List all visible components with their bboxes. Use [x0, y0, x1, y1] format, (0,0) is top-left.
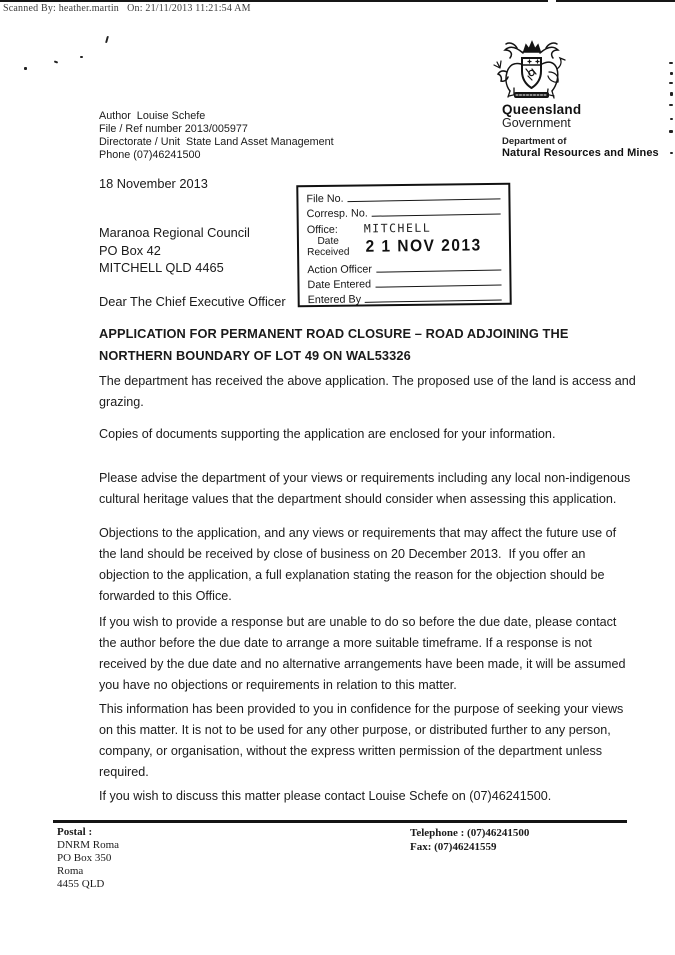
body-paragraph: Copies of documents supporting the application are enclosed for your information.	[99, 427, 556, 441]
scan-noise	[670, 92, 673, 96]
date-received-stamp-value: 2 1 NOV 2013	[365, 235, 482, 256]
entered-by-fill-line	[365, 289, 502, 302]
scan-noise	[669, 62, 673, 64]
entered-by-label: Entered By	[307, 293, 362, 307]
file-no-row	[306, 189, 502, 205]
scan-edge-line	[0, 0, 675, 2]
body-paragraph: Please advise the department of your views or requirements including any local non-indigenous cultural heritage values that the department should consider when assessing this application.	[99, 471, 634, 506]
scan-noise	[670, 72, 673, 75]
author-line: Author Louise Schefe	[99, 110, 206, 122]
footer-contact-block	[410, 826, 529, 854]
recipient-line: PO Box 42	[99, 242, 161, 258]
scan-noise	[669, 104, 673, 106]
directorate-line: Directorate / Unit State Land Asset Management	[99, 136, 334, 148]
postal-line: 4455 QLD	[57, 878, 105, 890]
letter-date: 18 November 2013	[99, 176, 208, 191]
footer-fax: Fax: (07)46241559	[410, 841, 497, 853]
office-stamp-value: MITCHELL	[363, 220, 432, 236]
footer-telephone: Telephone : (07)46241500	[410, 827, 530, 839]
date-received-row	[307, 235, 503, 258]
logo-government-label: Government	[502, 116, 571, 130]
body-paragraph: Objections to the application, and any views or requirements that may affect the future use of the land should be received by close of business on 20 December 2013. If you offer an objection to the application, a full explanation stating the reason for the objection should be forwarded to this Office.	[99, 526, 620, 603]
scan-noise	[105, 36, 109, 43]
scan-noise	[670, 118, 673, 120]
scan-noise	[670, 152, 673, 154]
action-officer-fill-line	[376, 259, 502, 272]
logo-department-of-label: Department of	[502, 136, 567, 147]
scan-noise	[24, 67, 27, 70]
postal-line: DNRM Roma	[57, 839, 120, 851]
file-no-fill-line	[348, 188, 501, 202]
date-received-label-line1: Date	[317, 235, 340, 248]
file-no-label: File No.	[306, 192, 344, 206]
postal-line: Roma	[57, 865, 84, 877]
phone-line: Phone (07)46241500	[99, 149, 201, 161]
file-ref-line: File / Ref number 2013/005977	[99, 123, 248, 135]
scan-noise	[669, 82, 673, 84]
entered-by-row	[308, 290, 504, 306]
scan-edge-line-gap	[548, 0, 556, 2]
body-paragraph: The department has received the above application. The proposed use of the land is access and grazing.	[99, 374, 640, 409]
corresp-no-label: Corresp. No.	[306, 207, 368, 221]
footer-rule	[53, 820, 627, 823]
date-entered-label: Date Entered	[307, 278, 372, 292]
received-stamp-box	[296, 183, 511, 308]
date-entered-row	[307, 275, 503, 291]
scan-noise	[669, 130, 673, 133]
subject-heading: APPLICATION FOR PERMANENT ROAD CLOSURE – ROAD ADJOINING THE NORTHERN BOUNDARY OF LOT 49 ON WAL53326	[99, 326, 573, 363]
postal-line: PO Box 350	[57, 852, 112, 864]
date-received-label-line2: Received	[307, 246, 350, 258]
date-entered-fill-line	[375, 274, 502, 287]
recipient-address	[99, 224, 250, 277]
body-paragraph: This information has been provided to you in confidence for the purpose of seeking your views on this matter. It is not to be used for any other purpose, or distributed further to any person, company, or organisation, without the express written permission of the department unless required.	[99, 702, 627, 779]
recipient-line: MITCHELL QLD 4465	[99, 260, 224, 275]
scan-noise	[80, 56, 83, 58]
body-paragraph: If you wish to discuss this matter please contact Louise Schefe on (07)46241500.	[99, 789, 552, 803]
body-paragraph: If you wish to provide a response but are unable to do so before the due date, please contact the author before the due date to arrange a more suitable timeframe. If a response is not received by the due date and no alternative arrangements have been made, it will be assumed you have no objections or requirements in relation to this matter.	[99, 615, 629, 692]
office-row	[307, 220, 503, 236]
corresp-no-row	[307, 204, 503, 220]
date-received-label	[307, 237, 350, 259]
postal-label: Postal :	[57, 826, 93, 838]
scan-noise	[54, 60, 58, 63]
action-officer-label: Action Officer	[307, 263, 372, 277]
office-label: Office:	[306, 223, 338, 237]
scan-header-text: Scanned By: heather.martin On: 21/11/2013 11:21:54 AM	[3, 3, 251, 14]
footer-postal-block	[57, 826, 119, 891]
corresp-no-fill-line	[372, 203, 501, 216]
author-block	[99, 110, 334, 162]
logo-department-name-label: Natural Resources and Mines	[502, 147, 659, 159]
recipient-line: Maranoa Regional Council	[99, 225, 250, 240]
logo-queensland-label: Queensland	[502, 102, 582, 117]
salutation: Dear The Chief Executive Officer	[99, 294, 286, 309]
action-officer-row	[307, 260, 503, 276]
queensland-coat-of-arms-icon	[487, 38, 575, 109]
